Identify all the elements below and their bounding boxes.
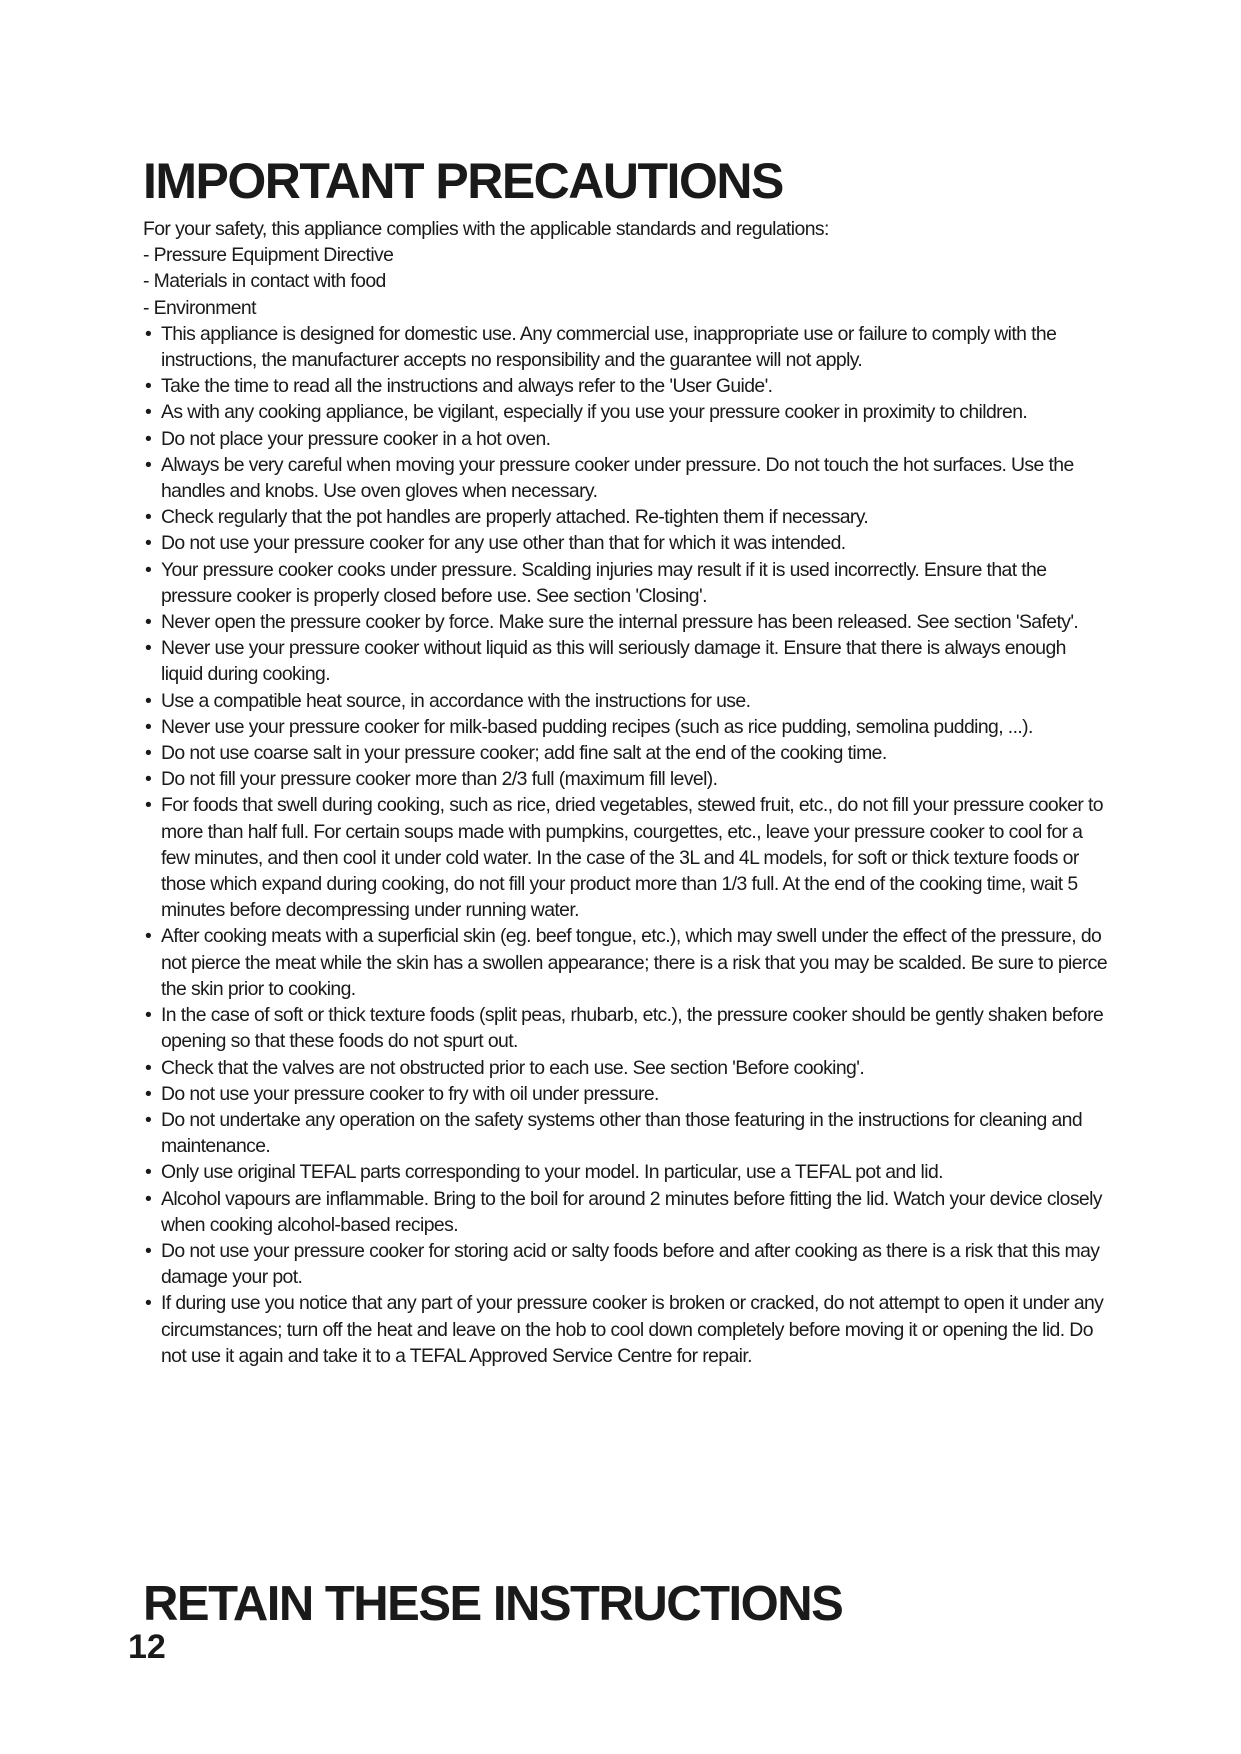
precaution-text: Do not use your pressure cooker to fry with oil under pressure. [161,1082,659,1105]
page-number: 12 [128,1628,166,1666]
precaution-text: Do not use coarse salt in your pressure cooker; add fine salt at the end of the cooking time. [161,742,887,765]
precaution-text: This appliance is designed for domestic use. Any commercial use, inappropriate use or failure to comply with the instructions, the manufacturer accepts no responsibility and the guarantee will not apply. [161,322,1057,372]
bullet-icon: • [145,925,152,948]
precaution-text: After cooking meats with a superficial skin (eg. beef tongue, etc.), which may swell under the effect of the pressure, do not pierce the meat while the skin has a swollen appearance; there is a risk that you may be scalded. Be sure to pierce the skin prior to cooking. [161,925,1108,1000]
precaution-text: Do not place your pressure cooker in a hot oven. [161,427,551,450]
precaution-item [143,635,1108,687]
precaution-text: Never use your pressure cooker for milk-based pudding recipes (such as rice pudding, semolina pudding, ...). [161,715,1033,738]
precaution-item [143,1107,1108,1159]
precaution-item [143,321,1108,373]
precaution-text: Do not undertake any operation on the safety systems other than those featuring in the instructions for cleaning and maintenance. [161,1108,1083,1158]
bullet-icon: • [145,1056,152,1079]
precaution-item [143,714,1108,740]
bullet-icon: • [145,532,152,555]
precaution-item [143,766,1108,792]
precaution-item [143,1055,1108,1081]
bullet-icon: • [145,1004,152,1027]
precaution-item [143,1186,1108,1238]
precautions-list [143,321,1108,1369]
precaution-text: Your pressure cooker cooks under pressure. Scalding injuries may result if it is used incorrectly. Ensure that the pressure cooker is properly closed before use. See section 'Closing'. [161,558,1047,607]
bullet-icon: • [145,453,152,476]
precaution-text: In the case of soft or thick texture foods (split peas, rhubarb, etc.), the pressure cooker should be gently shaken before opening so that these foods do not spurt out. [161,1004,1104,1053]
precaution-text: Check that the valves are not obstructed prior to each use. See section 'Before cooking'. [161,1056,865,1079]
precaution-item [143,426,1108,452]
precaution-text: As with any cooking appliance, be vigilant, especially if you use your pressure cooker in proximity to children. [161,401,1028,424]
bullet-icon: • [145,322,152,345]
precaution-item [143,740,1108,766]
precaution-item [143,530,1108,556]
bullet-icon: • [145,427,152,450]
precaution-item [143,1002,1108,1054]
precaution-text: Do not use your pressure cooker for storing acid or salty foods before and after cooking as there is a risk that this may damage your pot. [161,1239,1100,1289]
standard-item: - Pressure Equipment Directive [143,244,394,267]
bullet-icon: • [145,1187,152,1210]
retain-instructions-heading: RETAIN THESE INSTRUCTIONS [143,1577,843,1631]
precaution-text: Do not use your pressure cooker for any use other than that for which it was intended. [161,532,846,555]
bullet-icon: • [145,715,152,738]
precaution-item [143,1238,1108,1290]
bullet-icon: • [145,401,152,424]
bullet-icon: • [145,506,152,529]
bullet-icon: • [145,1108,152,1131]
bullet-icon: • [145,794,152,817]
intro-text: For your safety, this appliance complies with the applicable standards and regulations: [143,218,829,240]
precaution-item [143,399,1108,425]
precaution-text: Alcohol vapours are inflammable. Bring to the boil for around 2 minutes before fitting the lid. Watch your device closely when cooking alcohol-based recipes. [161,1187,1102,1236]
precaution-item [143,452,1108,504]
precaution-text: Use a compatible heat source, in accordance with the instructions for use. [161,689,751,712]
precaution-text: Never open the pressure cooker by force. Make sure the internal pressure has been released. See section 'Safety'. [161,611,1079,634]
standards-list [143,242,1108,321]
precaution-item [143,373,1108,399]
bullet-icon: • [145,558,152,581]
precaution-text: Always be very careful when moving your pressure cooker under pressure. Do not touch the hot surfaces. Use the handles and knobs. Use oven gloves when necessary. [161,453,1074,503]
bullet-icon: • [145,1161,152,1184]
precaution-item [143,504,1108,530]
bullet-icon: • [145,1082,152,1105]
precaution-item [143,557,1108,609]
precaution-text: Check regularly that the pot handles are properly attached. Re-tighten them if necessary. [161,506,869,529]
bullet-icon: • [145,689,152,712]
bullet-icon: • [145,375,152,398]
precaution-text: If during use you notice that any part of your pressure cooker is broken or cracked, do not attempt to open it under any circumstances; turn off the heat and leave on the hob to cool down completely before moving it or opening the lid. Do not use it again and take it to a TEFAL Approved Service Centre for repair. [161,1292,1104,1367]
precaution-text: Never use your pressure cooker without liquid as this will seriously damage it. Ensure that there is always enough liquid during cooking. [161,637,1066,686]
precaution-text: Only use original TEFAL parts corresponding to your model. In particular, use a TEFAL pot and lid. [161,1161,943,1184]
precaution-item [143,792,1108,923]
precaution-text: For foods that swell during cooking, such as rice, dried vegetables, stewed fruit, etc., do not fill your pressure cooker to more than half full. For certain soups made with pumpkins, courgettes, etc., leave your pressure cooker to cool for a few minutes, and then cool it under cold water. In the case of the 3L and 4L models, for soft or thick texture foods or those which expand during cooking, do not fill your product more than 1/3 full. At the end of the cooking time, wait 5 minutes before decompressing under running water. [161,794,1103,922]
precaution-item [143,1290,1108,1369]
standard-item: - Environment [143,296,256,319]
bullet-icon: • [145,637,152,660]
bullet-icon: • [145,1239,152,1262]
precaution-item [143,923,1108,1002]
bullet-icon: • [145,611,152,634]
precaution-item [143,1159,1108,1185]
bullet-icon: • [145,1292,152,1315]
precaution-text: Take the time to read all the instructions and always refer to the 'User Guide'. [161,375,773,398]
precaution-text: Do not fill your pressure cooker more than 2/3 full (maximum fill level). [161,768,718,791]
precaution-item [143,609,1108,635]
precautions-content [143,216,1108,1369]
bullet-icon: • [145,742,152,765]
precaution-item [143,1081,1108,1107]
precaution-item [143,688,1108,714]
bullet-icon: • [145,768,152,791]
standard-item: - Materials in contact with food [143,270,386,293]
page-title: IMPORTANT PRECAUTIONS [143,153,783,209]
